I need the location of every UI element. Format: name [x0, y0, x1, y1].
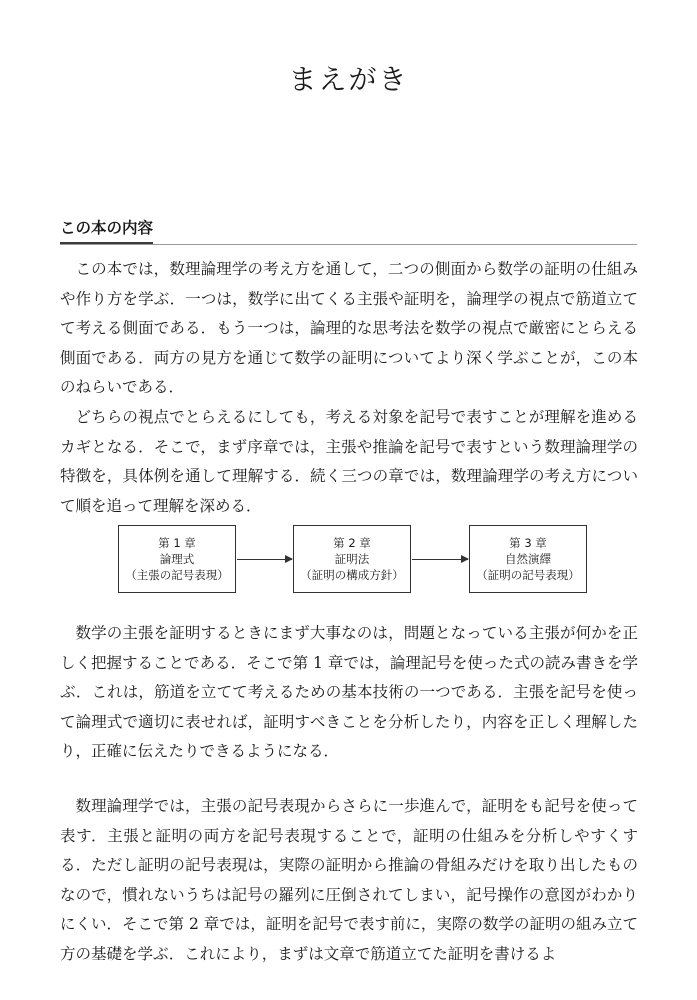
paragraph-perspective: どちらの視点でとらえるにしても，考える対象を記号で表すことが理解を進めるカギとなる．そこで，まず序章では，主張や推論を記号で表すという数理論理学の特徴を，具体例を通して理解する．続く三つの章では，数理論理学の考え方について順を追って理解を深める． [60, 408, 638, 515]
chapter-box-2 [293, 525, 411, 593]
chapter-name: 自然演繹 [505, 552, 551, 566]
chapter-box-3 [469, 525, 587, 593]
chapter-name: 証明法 [334, 552, 370, 566]
chapter-number: 第 3 章 [509, 536, 547, 550]
chapter-name: 論理式 [159, 552, 195, 566]
chapter-box-1 [118, 525, 236, 593]
chapter-number: 第 1 章 [158, 536, 196, 550]
section-heading: この本の内容 [60, 218, 153, 245]
chapter-flow-diagram [118, 525, 588, 595]
chapter-subtitle: （主張の記号表現） [125, 568, 229, 582]
paragraph-chapter-1: 数学の主張を証明するときにまず大事なのは，問題となっている主張が何かを正しく把握することである．そこで第 1 章では，論理記号を使った式の読み書きを学ぶ．これは，筋道を立てて考えるための基本技術の一つである．主張を記号を使って論理式で適切に表せれば，証明すべきことを分析したり，内容を正しく理解したり，正確に伝えたりできるようになる． [60, 624, 638, 761]
section-divider [60, 244, 637, 245]
chapter-subtitle: （証明の記号表現） [476, 568, 580, 582]
paragraph-chapter-2: 数理論理学では，主張の記号表現からさらに一歩進んで，証明をも記号を使って表す．主張と証明の両方を記号表現することで，証明の仕組みを分析しやすくする．ただし証明の記号表現は，実際の証明から推論の骨組みだけを取り出したものなので，慣れないうちは記号の羅列に圧倒されてしまい，記号操作の意図がわかりにくい．そこで第 2 章では，証明を記号で表す前に，実際の数学の証明の組み立て方の基礎を学ぶ．これにより，まずは文章で筋道立てた証明を書けるよ [60, 797, 638, 963]
arrow-right-icon [237, 559, 292, 560]
paragraph-intro: この本では，数理論理学の考え方を通して，二つの側面から数学の証明の仕組みや作り方を学ぶ．一つは，数学に出てくる主張や証明を，論理学の視点で筋道立てて考える側面である．もう一つは，論理的な思考法を数学の視点で厳密にとらえる側面である．両方の見方を通じて数学の証明についてより深く学ぶことが，この本のねらいである． [60, 260, 638, 397]
chapter-number: 第 2 章 [333, 536, 371, 550]
arrow-right-icon [412, 559, 468, 560]
chapter-subtitle: （証明の構成方針） [300, 568, 404, 582]
page-title: まえがき [288, 63, 409, 96]
